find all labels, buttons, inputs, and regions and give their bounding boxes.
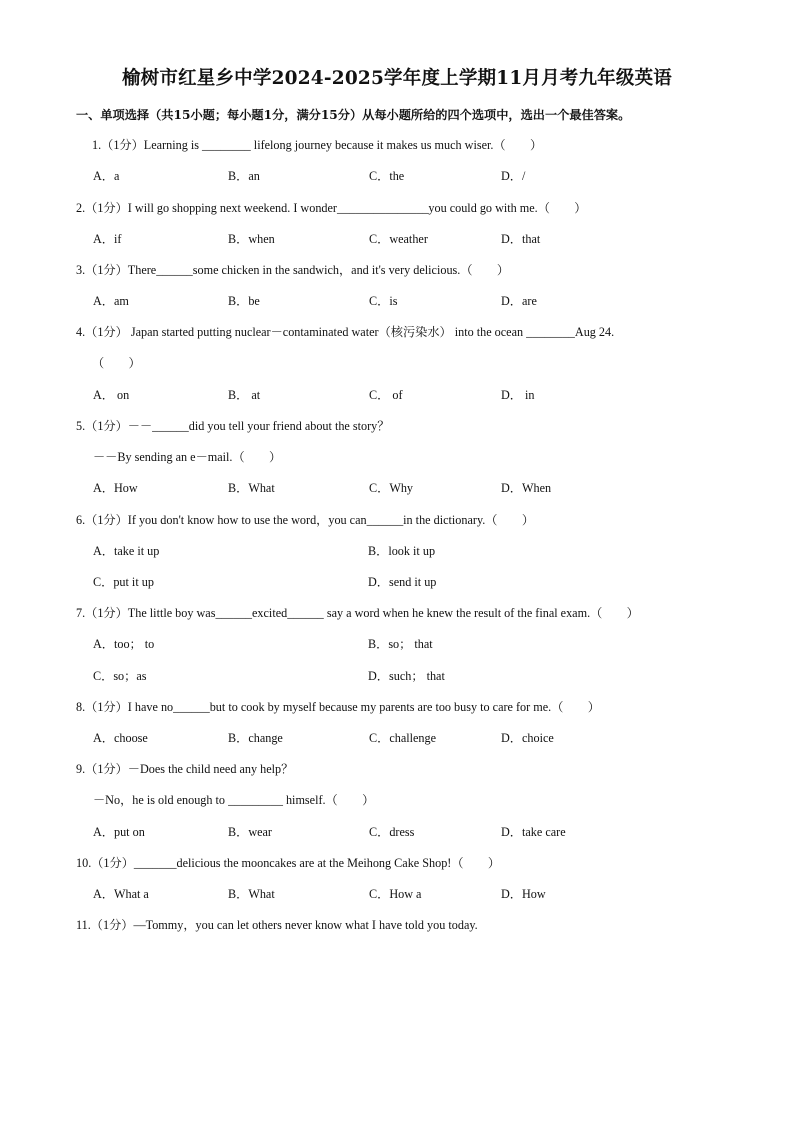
question-5-stem: 5.（1分）－－______did you tell your friend about the story？ — [76, 419, 390, 433]
question-5-stem-continued: －－By sending an e－mail.（ ） — [93, 450, 282, 464]
question-9-stem: 9.（1分）－Does the child need any help？ — [76, 762, 294, 776]
question-4-option-a: A． on — [93, 388, 130, 402]
question-3-option-d: D．are — [501, 294, 537, 308]
question-5-option-d: D．When — [501, 481, 552, 495]
question-9-stem-continued: －No，he is old enough to _________ himself.（ ） — [93, 793, 375, 807]
question-4-option-b: B． at — [228, 388, 261, 402]
question-1-option-b: B．an — [228, 169, 260, 183]
question-7-stem: 7.（1分）The little boy was______excited______ say a word when he knew the result of the final exam.（ ） — [76, 606, 639, 620]
question-10-option-a: A．What a — [93, 887, 149, 901]
question-6-option-d: D．send it up — [368, 575, 437, 589]
question-8-stem: 8.（1分）I have no______but to cook by myself because my parents are too busy to care for me.（ ） — [76, 700, 600, 714]
question-2-option-a: A．if — [93, 232, 122, 246]
question-5-option-a: A．How — [93, 481, 138, 495]
question-3-option-b: B．be — [228, 294, 260, 308]
question-2-option-d: D．that — [501, 232, 541, 246]
question-4-stem-continued: （ ） — [92, 356, 141, 370]
question-5-option-c: C．Why — [369, 481, 414, 495]
question-2-stem: 2.（1分）I will go shopping next weekend. I wonder_______________you could go with me.（ ） — [76, 201, 587, 215]
question-9-option-b: B．wear — [228, 825, 272, 839]
question-5-option-b: B．What — [228, 481, 275, 495]
question-6-option-c: C．put it up — [93, 575, 154, 589]
question-9-option-a: A．put on — [93, 825, 145, 839]
question-8-option-a: A．choose — [93, 731, 148, 745]
question-9-option-c: C．dress — [369, 825, 415, 839]
question-1-option-a: A．a — [93, 169, 120, 183]
question-6-option-a: A．take it up — [93, 544, 160, 558]
question-8-option-b: B．change — [228, 731, 283, 745]
question-8-option-c: C．challenge — [369, 731, 437, 745]
question-3-option-c: C．is — [369, 294, 398, 308]
question-7-option-d: D．such； that — [368, 669, 445, 683]
question-4-option-d: D． in — [501, 388, 535, 402]
question-6-stem: 6.（1分）If you don't know how to use the word，you can______in the dictionary.（ ） — [76, 513, 535, 527]
question-1-option-d: D．/ — [501, 169, 526, 183]
question-10-stem: 10.（1分）_______delicious the mooncakes are at the Meihong Cake Shop!（ ） — [76, 856, 501, 870]
question-10-option-c: C．How a — [369, 887, 422, 901]
question-7-option-c: C．so；as — [93, 669, 147, 683]
question-8-option-d: D．choice — [501, 731, 554, 745]
question-2-option-c: C．weather — [369, 232, 428, 246]
question-2-option-b: B．when — [228, 232, 275, 246]
question-3-option-a: A．am — [93, 294, 129, 308]
question-4-stem: 4.（1分） Japan started putting nuclear－contaminated water（核污染水） into the ocean ________Aug 24. — [76, 325, 615, 339]
question-7-option-a: A．too； to — [93, 637, 155, 651]
section-heading: 一、单项选择（共15小题；每小题1分，满分15分）从每小题所给的四个选项中，选出一个最佳答案。 — [76, 108, 631, 122]
question-7-option-b: B．so； that — [368, 637, 433, 651]
question-1-stem: 1.（1分）Learning is ________ lifelong journey because it makes us much wiser.（ ） — [92, 138, 543, 152]
question-11-stem: 11.（1分）—Tommy，you can let others never know what I have told you today. — [76, 918, 478, 932]
question-1-option-c: C．the — [369, 169, 405, 183]
question-10-option-b: B．What — [228, 887, 275, 901]
question-3-stem: 3.（1分）There______some chicken in the sandwich，and it's very delicious.（ ） — [76, 263, 510, 277]
question-10-option-d: D．How — [501, 887, 546, 901]
question-6-option-b: B．look it up — [368, 544, 436, 558]
page-title: 榆树市红星乡中学2024-2025学年度上学期11月月考九年级英语 — [121, 68, 672, 89]
question-4-option-c: C． of — [369, 388, 403, 402]
question-9-option-d: D．take care — [501, 825, 566, 839]
